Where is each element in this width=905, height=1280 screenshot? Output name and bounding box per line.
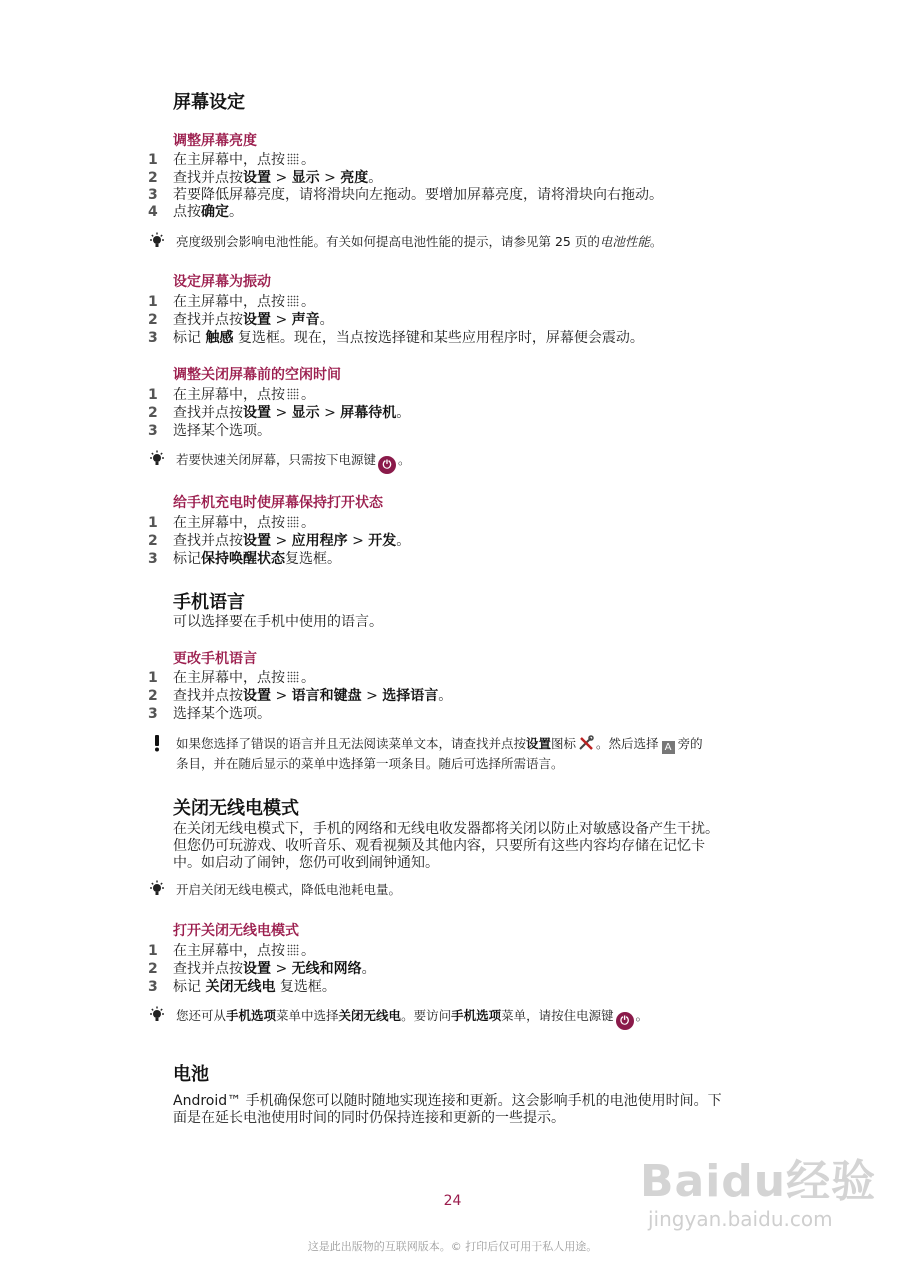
lightbulb-icon	[148, 232, 166, 250]
heading-vibrate: 设定屏幕为振动	[173, 274, 271, 290]
power-key-icon: ⏻	[378, 456, 396, 474]
heading-turn-on-airplane: 打开关闭无线电模式	[173, 923, 299, 939]
lightbulb-icon	[148, 450, 166, 468]
section-title-battery: 电池	[173, 1064, 209, 1085]
link-battery-performance[interactable]: 电池性能	[599, 234, 650, 249]
language-a-icon: A	[662, 741, 675, 754]
heading-stay-awake: 给手机充电时使屏幕保持打开状态	[173, 495, 383, 511]
footer-copyright: 这是此出版物的互联网版本。© 打印后仅可用于私人用途。	[307, 1240, 598, 1253]
settings-tools-icon	[578, 735, 594, 751]
watermark-logo: Baidu经验	[640, 1156, 877, 1207]
apps-grid-icon	[287, 671, 299, 683]
page-number: 24	[443, 1193, 462, 1209]
heading-idle-timeout: 调整关闭屏幕前的空闲时间	[173, 367, 341, 383]
apps-grid-icon	[287, 516, 299, 528]
section-title-screen: 屏幕设定	[173, 92, 245, 113]
lightbulb-icon	[148, 1006, 166, 1024]
lightbulb-icon	[148, 880, 166, 898]
warning-language: 如果您选择了错误的语言并且无法阅读菜单文本，请查找并点按设置图标 。然后选择 A 旁的 条目，并在随后显示的菜单中选择第一项条目。随后可选择所需语言。	[148, 734, 888, 778]
step-number: 1	[148, 152, 158, 168]
apps-grid-icon	[287, 295, 299, 307]
apps-grid-icon	[287, 944, 299, 956]
language-intro: 可以选择要在手机中使用的语言。	[173, 614, 383, 630]
section-title-airplane: 关闭无线电模式	[173, 798, 299, 819]
airplane-intro: 在关闭无线电模式下，手机的网络和无线电收发器都将关闭以防止对敏感设备产生干扰。 但您仍可玩游戏、收听音乐、观看视频及其他内容，只要所有这些内容均存储在记忆卡 中。如启动了闹钟，您仍可收到闹钟通知。	[173, 821, 719, 871]
heading-brightness: 调整屏幕亮度	[173, 133, 257, 149]
section-title-language: 手机语言	[173, 592, 245, 613]
battery-intro: Android™ 手机确保您可以随时随地实现连接和更新。这会影响手机的电池使用时间。下 面是在延长电池使用时间的同时仍保持连接和更新的一些提示。	[173, 1093, 722, 1126]
apps-grid-icon	[287, 388, 299, 400]
exclamation-icon	[148, 734, 166, 752]
watermark-url: jingyan.baidu.com	[648, 1207, 833, 1231]
apps-grid-icon	[287, 153, 299, 165]
heading-change-language: 更改手机语言	[173, 651, 257, 667]
power-key-icon: ⏻	[616, 1012, 634, 1030]
